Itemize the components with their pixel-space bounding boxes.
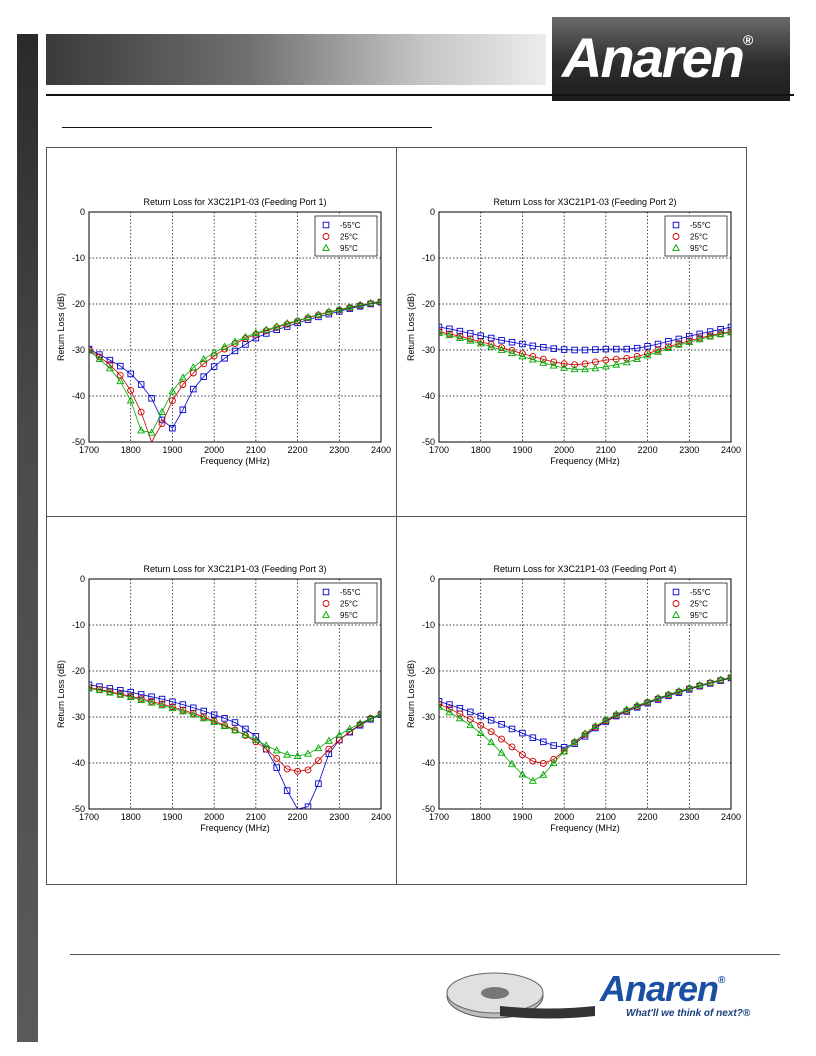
y-tick-label: -40 [421,391,435,401]
legend-label: 25°C [690,599,708,609]
x-tick-label: 2200 [287,812,308,822]
x-tick-label: 2200 [637,812,658,822]
header-gradient-band [46,34,546,85]
y-tick-label: -10 [71,620,85,630]
y-tick-label: -30 [421,712,435,722]
return-loss-chart-port-4 [397,555,745,840]
y-tick-label: -30 [71,712,85,722]
y-axis-label: Return Loss (dB) [406,659,416,729]
x-tick-label: 1700 [428,812,450,822]
x-tick-label: 2000 [204,812,225,822]
x-tick-label: 2100 [595,445,616,455]
footer-divider [70,954,780,955]
x-tick-label: 2100 [245,812,266,822]
x-tick-label: 2000 [554,445,575,455]
y-axis-label: Return Loss (dB) [56,292,66,362]
x-axis-label: Frequency (MHz) [550,456,620,466]
legend-label: 25°C [340,599,358,609]
header-divider [46,94,794,96]
chart-title: Return Loss for X3C21P1-03 (Feeding Port 1) [143,197,327,207]
legend-label: -55°C [340,221,361,230]
chart-title: Return Loss for X3C21P1-03 (Feeding Port 4) [493,564,677,574]
y-tick-label: -10 [421,253,435,263]
x-tick-label: 2400 [720,445,742,455]
x-tick-label: 1800 [120,445,141,455]
chart-grid-horizontal-divider [46,516,746,517]
return-loss-chart-port-1 [47,188,395,473]
y-tick-label: -20 [421,299,435,309]
x-tick-label: 2300 [329,812,350,822]
x-tick-label: 1700 [78,812,100,822]
y-tick-label: -10 [421,620,435,630]
x-tick-label: 2200 [637,445,658,455]
y-tick-label: 0 [429,207,435,217]
x-tick-label: 2100 [595,812,616,822]
x-tick-label: 2300 [329,445,350,455]
y-tick-label: -20 [71,299,85,309]
return-loss-chart-port-3 [47,555,395,840]
return-loss-chart-port-2 [397,188,745,473]
footer-brand-name: Anaren [600,968,719,1009]
y-tick-label: 0 [79,574,85,584]
x-tick-label: 2300 [679,445,700,455]
x-tick-label: 1900 [512,445,533,455]
x-tick-label: 2300 [679,812,700,822]
y-tick-label: -40 [71,758,85,768]
x-tick-label: 1800 [470,445,491,455]
y-tick-label: -40 [71,391,85,401]
legend-label: 25°C [690,232,708,242]
legend-label: 95°C [690,244,708,253]
x-axis-label: Frequency (MHz) [550,823,620,833]
y-tick-label: 0 [79,207,85,217]
left-sidebar-bar [17,34,38,1042]
x-tick-label: 2400 [370,445,392,455]
x-axis-label: Frequency (MHz) [200,456,270,466]
x-tick-label: 1900 [162,812,183,822]
x-tick-label: 2100 [245,445,266,455]
y-tick-label: -20 [71,666,85,676]
y-tick-label: -50 [421,437,435,447]
header-registered-mark: ® [742,32,752,48]
x-tick-label: 1700 [428,445,450,455]
y-tick-label: -50 [421,804,435,814]
section-heading-rule [62,127,432,128]
footer-registered-mark: ® [718,975,725,986]
y-tick-label: -50 [71,804,85,814]
x-tick-label: 2200 [287,445,308,455]
y-tick-label: -20 [421,666,435,676]
x-tick-label: 1900 [162,445,183,455]
x-tick-label: 2000 [554,812,575,822]
y-tick-label: -40 [421,758,435,768]
footer-tagline: What'll we think of next?® [626,1008,751,1019]
y-tick-label: -30 [421,345,435,355]
x-tick-label: 2400 [720,812,742,822]
x-tick-label: 2400 [370,812,392,822]
y-axis-label: Return Loss (dB) [56,659,66,729]
x-axis-label: Frequency (MHz) [200,823,270,833]
header-brand-name: Anaren [562,26,743,89]
header-logo [552,17,790,101]
y-tick-label: -50 [71,437,85,447]
x-tick-label: 1800 [120,812,141,822]
legend-label: -55°C [690,221,711,230]
legend-label: 95°C [340,244,358,253]
y-tick-label: -30 [71,345,85,355]
x-tick-label: 1700 [78,445,100,455]
chart-title: Return Loss for X3C21P1-03 (Feeding Port 2) [493,197,677,207]
x-tick-label: 1900 [512,812,533,822]
y-tick-label: 0 [429,574,435,584]
x-tick-label: 1800 [470,812,491,822]
chart-title: Return Loss for X3C21P1-03 (Feeding Port 3) [143,564,327,574]
x-tick-label: 2000 [204,445,225,455]
legend-label: 95°C [340,611,358,620]
tape-reel-icon [440,966,600,1026]
footer-logo [440,966,790,1026]
legend-label: -55°C [340,588,361,597]
y-tick-label: -10 [71,253,85,263]
legend-label: -55°C [690,588,711,597]
y-axis-label: Return Loss (dB) [406,292,416,362]
legend-label: 95°C [690,611,708,620]
legend-label: 25°C [340,232,358,242]
